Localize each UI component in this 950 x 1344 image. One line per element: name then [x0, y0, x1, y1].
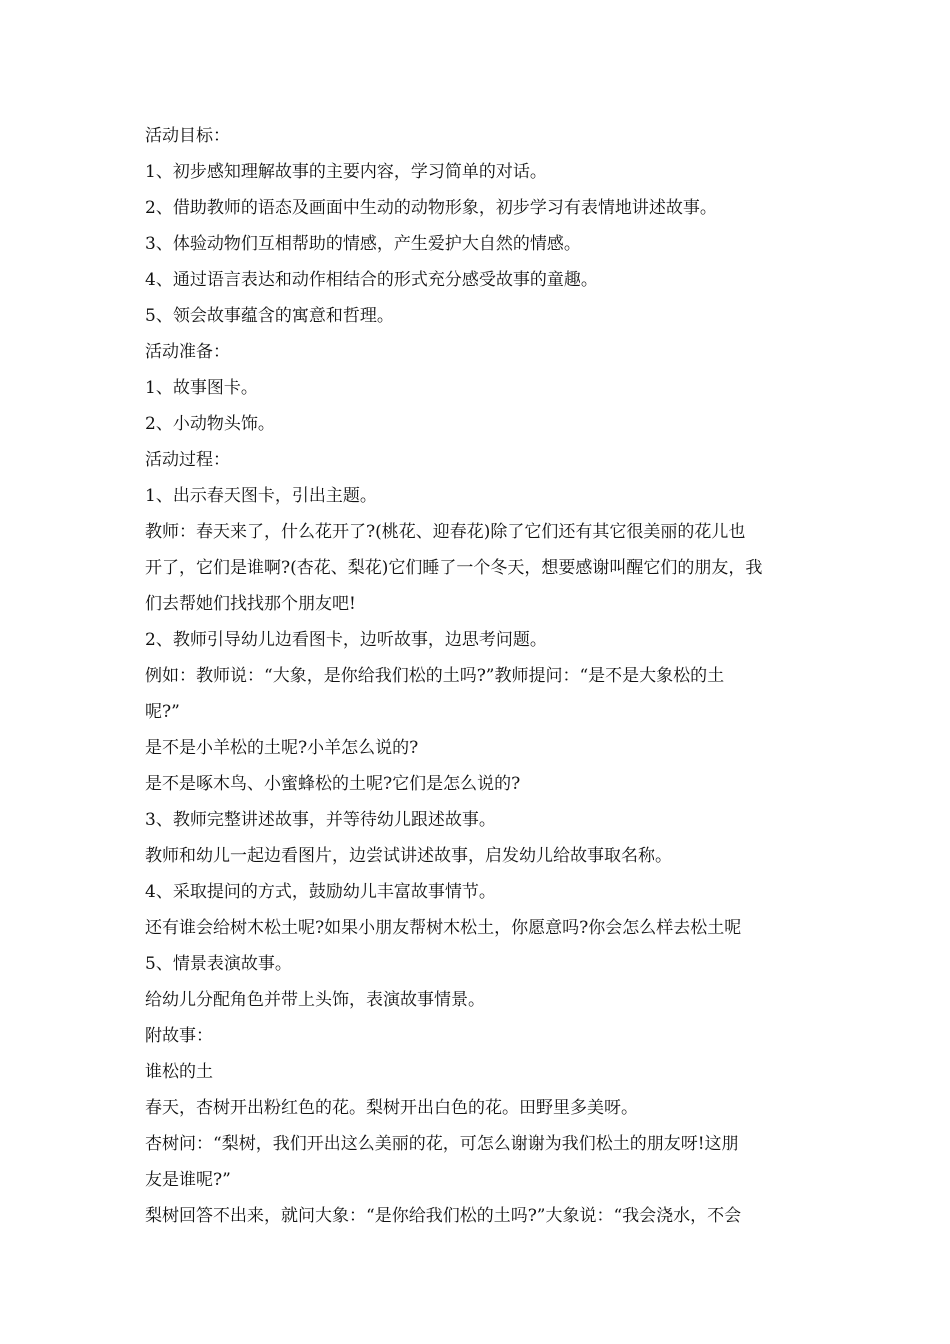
- story-title: 谁松的土: [145, 1062, 213, 1082]
- process-step: 4、采取提问的方式，鼓励幼儿丰富故事情节。: [145, 882, 496, 902]
- paragraph-line: 教师：春天来了，什么花开了?(桃花、迎春花)除了它们还有其它很美丽的花儿也: [145, 522, 746, 542]
- section-heading-process: 活动过程：: [145, 450, 230, 470]
- story-line: 友是谁呢?”: [145, 1170, 231, 1190]
- paragraph-line: 还有谁会给树木松土呢?如果小朋友帮树木松土，你愿意吗?你会怎么样去松土呢: [145, 918, 742, 938]
- document-body: [145, 118, 810, 1234]
- preparation-item: 2、小动物头饰。: [145, 414, 275, 434]
- section-heading-appendix: 附故事：: [145, 1026, 213, 1046]
- goal-item: 1、初步感知理解故事的主要内容，学习简单的对话。: [145, 162, 547, 182]
- paragraph-line: 教师和幼儿一起边看图片，边尝试讲述故事，启发幼儿给故事取名称。: [145, 846, 672, 866]
- paragraph-line: 呢?”: [145, 702, 180, 722]
- goal-item: 3、体验动物们互相帮助的情感，产生爱护大自然的情感。: [145, 234, 581, 254]
- paragraph-line: 开了，它们是谁啊?(杏花、梨花)它们睡了一个冬天，想要感谢叫醒它们的朋友，我: [145, 558, 763, 578]
- process-step: 3、教师完整讲述故事，并等待幼儿跟述故事。: [145, 810, 496, 830]
- process-step: 1、出示春天图卡，引出主题。: [145, 486, 377, 506]
- paragraph-line: 是不是小羊松的土呢?小羊怎么说的?: [145, 738, 419, 758]
- process-step: 2、教师引导幼儿边看图卡，边听故事，边思考问题。: [145, 630, 547, 650]
- paragraph-line: 例如：教师说：“大象，是你给我们松的土吗?”教师提问：“是不是大象松的土: [145, 666, 725, 686]
- goal-item: 4、通过语言表达和动作相结合的形式充分感受故事的童趣。: [145, 270, 598, 290]
- story-line: 春天，杏树开出粉红色的花。梨树开出白色的花。田野里多美呀。: [145, 1098, 638, 1118]
- section-heading-preparation: 活动准备：: [145, 342, 230, 362]
- goal-item: 5、领会故事蕴含的寓意和哲理。: [145, 306, 394, 326]
- goal-item: 2、借助教师的语态及画面中生动的动物形象，初步学习有表情地讲述故事。: [145, 198, 717, 218]
- paragraph-line: 给幼儿分配角色并带上头饰，表演故事情景。: [145, 990, 485, 1010]
- story-line: 杏树问：“梨树，我们开出这么美丽的花，可怎么谢谢为我们松土的朋友呀!这朋: [145, 1134, 739, 1154]
- preparation-item: 1、故事图卡。: [145, 378, 258, 398]
- paragraph-line: 是不是啄木鸟、小蜜蜂松的土呢?它们是怎么说的?: [145, 774, 521, 794]
- story-line: 梨树回答不出来，就问大象：“是你给我们松的土吗?”大象说：“我会浇水，不会: [145, 1206, 742, 1226]
- section-heading-goals: 活动目标：: [145, 126, 230, 146]
- process-step: 5、情景表演故事。: [145, 954, 292, 974]
- paragraph-line: 们去帮她们找找那个朋友吧!: [145, 594, 356, 614]
